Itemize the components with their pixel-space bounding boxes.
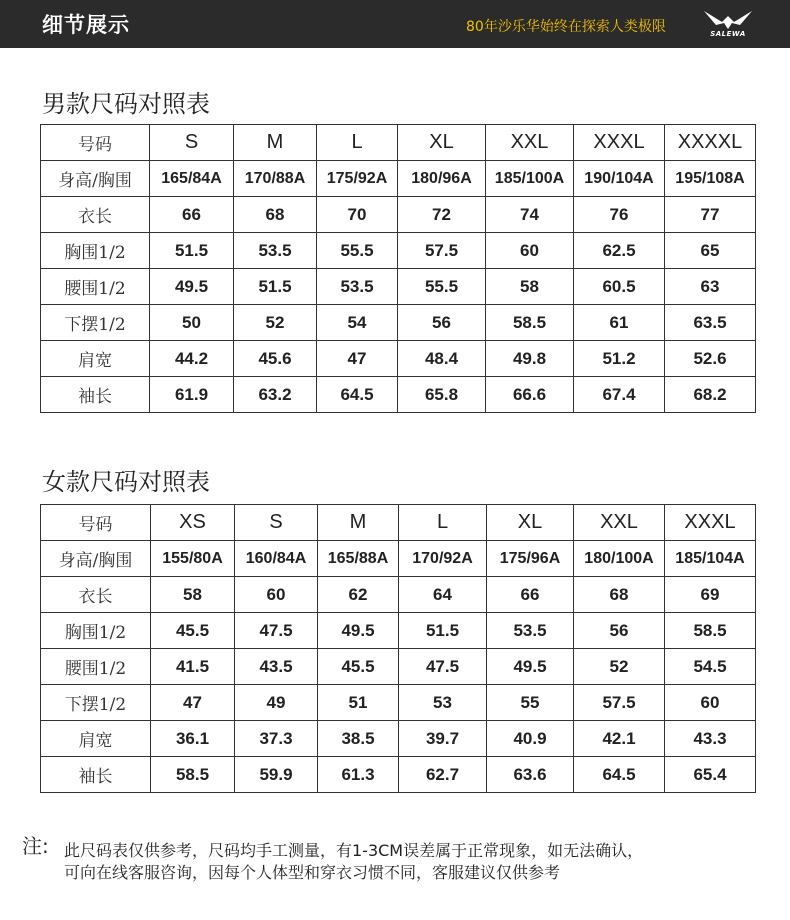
size-value-cell: 51.2	[574, 341, 665, 377]
size-row	[41, 577, 756, 613]
size-value-cell: 58.5	[665, 613, 756, 649]
size-value-cell: 57.5	[398, 233, 486, 269]
size-value-cell: 190/104A	[574, 161, 665, 197]
size-value-cell: 64	[399, 577, 487, 613]
size-value-cell: 36.1	[151, 721, 235, 757]
banner-title: 细节展示	[42, 13, 130, 37]
size-row	[41, 197, 756, 233]
size-header-label: 号码	[41, 505, 151, 541]
size-value-cell: 170/92A	[399, 541, 487, 577]
size-value-cell: 61.3	[318, 757, 399, 793]
size-value-cell: 62.7	[399, 757, 487, 793]
size-header-cell: XL	[487, 505, 574, 541]
size-value-cell: 62	[318, 577, 399, 613]
size-value-cell: 72	[398, 197, 486, 233]
size-value-cell: 66	[487, 577, 574, 613]
size-value-cell: 77	[665, 197, 756, 233]
size-row	[41, 377, 756, 413]
size-value-cell: 53.5	[317, 269, 398, 305]
size-value-cell: 60.5	[574, 269, 665, 305]
size-value-cell: 60	[235, 577, 318, 613]
size-value-cell: 47	[151, 685, 235, 721]
row-label: 胸围1/2	[41, 613, 151, 649]
size-value-cell: 195/108A	[665, 161, 756, 197]
size-header-cell: XXXL	[665, 505, 756, 541]
size-header-cell: XL	[398, 125, 486, 161]
size-value-cell: 180/96A	[398, 161, 486, 197]
size-value-cell: 50	[150, 305, 234, 341]
size-value-cell: 49.5	[150, 269, 234, 305]
size-value-cell: 49.5	[318, 613, 399, 649]
size-value-cell: 63.2	[234, 377, 317, 413]
row-label: 袖长	[41, 377, 150, 413]
size-value-cell: 51	[318, 685, 399, 721]
size-header-cell: XS	[151, 505, 235, 541]
row-label: 腰围1/2	[41, 649, 151, 685]
size-value-cell: 175/96A	[487, 541, 574, 577]
size-header-cell: XXXXL	[665, 125, 756, 161]
row-label: 下摆1/2	[41, 685, 151, 721]
size-value-cell: 70	[317, 197, 398, 233]
size-value-cell: 63.6	[487, 757, 574, 793]
size-value-cell: 65	[665, 233, 756, 269]
row-label: 肩宽	[41, 341, 150, 377]
size-value-cell: 62.5	[574, 233, 665, 269]
size-value-cell: 58	[151, 577, 235, 613]
size-value-cell: 175/92A	[317, 161, 398, 197]
row-label: 下摆1/2	[41, 305, 150, 341]
row-label: 衣长	[41, 197, 150, 233]
size-value-cell: 76	[574, 197, 665, 233]
size-value-cell: 58.5	[151, 757, 235, 793]
size-header-label: 号码	[41, 125, 150, 161]
size-value-cell: 185/100A	[486, 161, 574, 197]
size-value-cell: 66	[150, 197, 234, 233]
size-value-cell: 55	[487, 685, 574, 721]
size-value-cell: 55.5	[398, 269, 486, 305]
size-value-cell: 40.9	[487, 721, 574, 757]
size-value-cell: 45.5	[318, 649, 399, 685]
size-value-cell: 54	[317, 305, 398, 341]
size-value-cell: 47	[317, 341, 398, 377]
size-value-cell: 64.5	[317, 377, 398, 413]
size-value-cell: 60	[665, 685, 756, 721]
size-header-cell: XXXL	[574, 125, 665, 161]
size-header-cell: M	[234, 125, 317, 161]
size-value-cell: 54.5	[665, 649, 756, 685]
size-value-cell: 65.8	[398, 377, 486, 413]
size-row	[41, 161, 756, 197]
size-value-cell: 185/104A	[665, 541, 756, 577]
size-header-cell: S	[235, 505, 318, 541]
size-value-cell: 59.9	[235, 757, 318, 793]
banner-slogan: 80年沙乐华始终在探索人类极限	[466, 19, 666, 35]
row-label: 身高/胸围	[41, 541, 151, 577]
size-value-cell: 63.5	[665, 305, 756, 341]
row-label: 袖长	[41, 757, 151, 793]
size-value-cell: 42.1	[574, 721, 665, 757]
size-header-cell: M	[318, 505, 399, 541]
size-value-cell: 66.6	[486, 377, 574, 413]
size-value-cell: 69	[665, 577, 756, 613]
size-value-cell: 44.2	[150, 341, 234, 377]
size-value-cell: 68	[574, 577, 665, 613]
size-value-cell: 74	[486, 197, 574, 233]
size-value-cell: 53.5	[487, 613, 574, 649]
size-header-cell: L	[317, 125, 398, 161]
note-line-2: 可向在线客服咨询，因每个人体型和穿衣习惯不同，客服建议仅供参考	[64, 863, 561, 882]
size-value-cell: 68	[234, 197, 317, 233]
size-value-cell: 58	[486, 269, 574, 305]
eagle-logo-icon	[700, 8, 756, 32]
size-value-cell: 56	[398, 305, 486, 341]
size-header-row	[41, 505, 756, 541]
size-value-cell: 47.5	[399, 649, 487, 685]
size-value-cell: 47.5	[235, 613, 318, 649]
women-size-chart-title: 女款尺码对照表	[42, 468, 210, 496]
size-value-cell: 43.5	[235, 649, 318, 685]
size-row	[41, 685, 756, 721]
size-row	[41, 541, 756, 577]
size-value-cell: 38.5	[318, 721, 399, 757]
size-value-cell: 49.5	[487, 649, 574, 685]
size-value-cell: 60	[486, 233, 574, 269]
size-value-cell: 48.4	[398, 341, 486, 377]
size-value-cell: 51.5	[234, 269, 317, 305]
size-value-cell: 61.9	[150, 377, 234, 413]
size-row	[41, 305, 756, 341]
size-header-row	[41, 125, 756, 161]
top-banner	[0, 0, 790, 48]
size-value-cell: 39.7	[399, 721, 487, 757]
size-row	[41, 269, 756, 305]
row-label: 身高/胸围	[41, 161, 150, 197]
size-value-cell: 49.8	[486, 341, 574, 377]
salewa-logo	[700, 8, 756, 42]
size-value-cell: 41.5	[151, 649, 235, 685]
size-header-cell: XXL	[486, 125, 574, 161]
size-value-cell: 165/88A	[318, 541, 399, 577]
size-value-cell: 160/84A	[235, 541, 318, 577]
note-line-1: 此尺码表仅供参考，尺码均手工测量，有1-3CM误差属于正常现象，如无法确认，	[64, 841, 644, 860]
men-size-chart-title: 男款尺码对照表	[42, 90, 210, 118]
size-value-cell: 51.5	[150, 233, 234, 269]
size-value-cell: 64.5	[574, 757, 665, 793]
size-row	[41, 233, 756, 269]
men-size-table	[40, 124, 756, 413]
women-size-table	[40, 504, 756, 793]
size-row	[41, 721, 756, 757]
size-value-cell: 53	[399, 685, 487, 721]
size-value-cell: 53.5	[234, 233, 317, 269]
size-value-cell: 61	[574, 305, 665, 341]
size-value-cell: 43.3	[665, 721, 756, 757]
size-value-cell: 57.5	[574, 685, 665, 721]
size-header-cell: XXL	[574, 505, 665, 541]
size-row	[41, 341, 756, 377]
size-value-cell: 165/84A	[150, 161, 234, 197]
size-value-cell: 65.4	[665, 757, 756, 793]
row-label: 腰围1/2	[41, 269, 150, 305]
size-value-cell: 52.6	[665, 341, 756, 377]
size-value-cell: 45.6	[234, 341, 317, 377]
size-row	[41, 613, 756, 649]
size-value-cell: 56	[574, 613, 665, 649]
size-value-cell: 37.3	[235, 721, 318, 757]
size-value-cell: 52	[234, 305, 317, 341]
size-value-cell: 58.5	[486, 305, 574, 341]
row-label: 肩宽	[41, 721, 151, 757]
size-value-cell: 155/80A	[151, 541, 235, 577]
size-value-cell: 67.4	[574, 377, 665, 413]
note-label: 注:	[22, 834, 49, 858]
size-row	[41, 757, 756, 793]
size-value-cell: 51.5	[399, 613, 487, 649]
size-value-cell: 68.2	[665, 377, 756, 413]
size-row	[41, 649, 756, 685]
size-header-cell: S	[150, 125, 234, 161]
size-value-cell: 45.5	[151, 613, 235, 649]
size-value-cell: 52	[574, 649, 665, 685]
size-header-cell: L	[399, 505, 487, 541]
row-label: 衣长	[41, 577, 151, 613]
size-value-cell: 55.5	[317, 233, 398, 269]
size-value-cell: 170/88A	[234, 161, 317, 197]
size-value-cell: 49	[235, 685, 318, 721]
row-label: 胸围1/2	[41, 233, 150, 269]
size-value-cell: 63	[665, 269, 756, 305]
logo-text: SALEWA	[710, 30, 746, 38]
size-value-cell: 180/100A	[574, 541, 665, 577]
